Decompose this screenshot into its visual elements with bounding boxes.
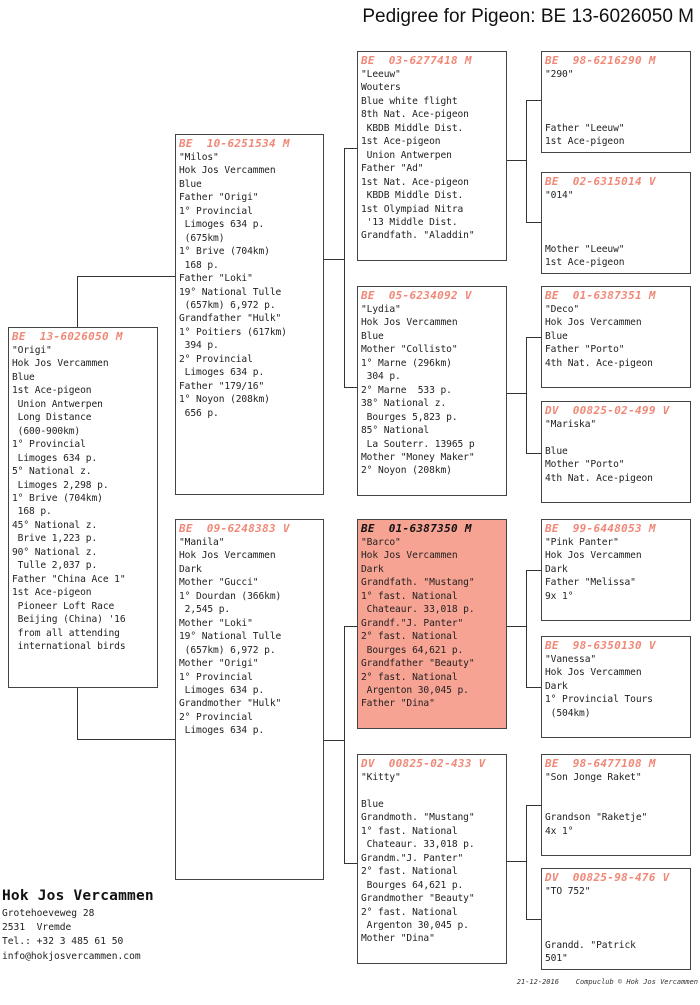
pigeon-details: "290" Father "Leeuw" 1st Ace-pigeon (545, 69, 625, 148)
connector-line (77, 739, 175, 740)
pigeon-details: "Barco" Hok Jos Vercammen Dark Grandfath. "Mustang" 1° fast. National Chateaur. 33,018 p. Grandf."J. Panter" 2° fast. National Bourges 64,621 p. Grandfather "Beauty" 2° fast. National Argenton 30,045 p. Father "Dina" (361, 537, 475, 710)
pigeon-box-fmm[interactable] (541, 401, 691, 503)
pigeon-box-father-father[interactable] (357, 51, 507, 261)
ring-number: BE 01-6387350 M (361, 522, 472, 535)
connector-line (526, 337, 541, 338)
pigeon-details: "Origi" Hok Jos Vercammen Blue 1st Ace-pigeon Union Antwerpen Long Distance (600-900km) 1° Provincial Limoges 634 p. 5° National z. Limoges 2,298 p. 1° Brive (704km) 168 p. 45° National z. Brive 1,223 p. 90° National z. Tulle 2,037 p. Father "China Ace 1" 1st Ace-pigeon Pioneer Loft Race Beijing (China) '16 from all attending international birds (12, 345, 126, 652)
pigeon-box-fmf[interactable] (541, 286, 691, 388)
connector-line (526, 919, 541, 920)
pigeon-details: "014" Mother "Leeuw" 1st Ace-pigeon (545, 190, 625, 269)
connector-line (344, 626, 357, 627)
breeder-contact: Grotehoeveweg 28 2531 Vremde Tel.: +32 3 485 61 50 info@hokjosvercammen.com (2, 908, 141, 962)
ring-number: BE 10-6251534 M (179, 137, 290, 150)
pigeon-details: "TO 752" Grandd. "Patrick 501" (545, 886, 636, 965)
connector-line (344, 387, 357, 388)
connector-line (344, 148, 357, 149)
ring-number: BE 13-6026050 M (12, 330, 123, 343)
pigeon-box-fff[interactable] (541, 51, 691, 153)
connector-line (526, 570, 527, 687)
ring-number: BE 02-6315014 V (545, 175, 656, 188)
connector-line (507, 160, 526, 161)
connector-line (77, 688, 78, 739)
connector-line (344, 148, 345, 387)
connector-line (526, 100, 541, 101)
pigeon-box-father[interactable] (175, 134, 324, 495)
pigeon-details: "Manila" Hok Jos Vercammen Dark Mother "Gucci" 1° Dourdan (366km) 2,545 p. Mother "Loki" 19° National Tulle (657km) 6,972 p. Mother "Origi" 1° Provincial Limoges 634 p. Grandmother "Hulk" 2° Provincial Limoges 634 p. (179, 537, 282, 737)
pigeon-details: "Milos" Hok Jos Vercammen Blue Father "Origi" 1° Provincial Limoges 634 p. (675km) 1° Brive (704km) 168 p. Father "Loki" 19° National Tulle (657km) 6,972 p. Grandfather "Hulk" 1° Poitiers (617km) 394 p. 2° Provincial Limoges 634 p. Father "179/16" 1° Noyon (208km) 656 p. (179, 152, 287, 419)
pigeon-details: "Leeuw" Wouters Blue white flight 8th Nat. Ace-pigeon KBDB Middle Dist. 1st Ace-pigeon Union Antwerpen Father "Ad" 1st Nat. Ace-pigeon KBDB Middle Dist. 1st Olympiad Nitra '13 Middle Dist. Grandfath. "Aladdin" (361, 69, 475, 242)
connector-line (526, 222, 541, 223)
connector-line (526, 805, 541, 806)
pigeon-box-mother-mother[interactable] (357, 754, 507, 964)
pigeon-details: "Pink Panter" Hok Jos Vercammen Dark Father "Melissa" 9x 1° (545, 537, 642, 602)
pigeon-details: "Lydia" Hok Jos Vercammen Blue Mother "Collisto" 1° Marne (296km) 304 p. 2° Marne 533 p. 38° National z. Bourges 5,823 p. 85° National La Souterr. 13965 p Mother "Money Maker" 2° Noyon (208km) (361, 304, 475, 477)
pigeon-details: "Mariska" Blue Mother "Porto" 4th Nat. Ace-pigeon (545, 419, 653, 484)
page-title: Pedigree for Pigeon: BE 13-6026050 M (362, 6, 694, 27)
connector-line (526, 570, 541, 571)
connector-line (526, 453, 541, 454)
connector-line (526, 805, 527, 919)
pigeon-details: "Kitty" Blue Grandmoth. "Mustang" 1° fast. National Chateaur. 33,018 p. Grandm."J. Panter" 2° fast. National Bourges 64,621 p. Grandmother "Beauty" 2° fast. National Argenton 30,045 p. Mother "Dina" (361, 772, 475, 945)
ring-number: DV 00825-02-499 V (545, 404, 670, 417)
ring-number: BE 98-6216290 M (545, 54, 656, 67)
connector-line (507, 626, 526, 627)
pigeon-box-subject[interactable] (8, 327, 158, 688)
ring-number: BE 05-6234092 V (361, 289, 472, 302)
connector-line (344, 626, 345, 863)
pigeon-box-mother[interactable] (175, 519, 324, 880)
pigeon-box-father-mother[interactable] (357, 286, 507, 496)
connector-line (77, 276, 175, 277)
ring-number: BE 09-6248383 V (179, 522, 290, 535)
ring-number: BE 98-6477108 M (545, 757, 656, 770)
connector-line (77, 276, 78, 327)
pigeon-box-mfm[interactable] (541, 636, 691, 738)
connector-line (526, 100, 527, 222)
ring-number: BE 01-6387351 M (545, 289, 656, 302)
pigeon-details: "Son Jonge Raket" Grandson "Raketje" 4x 1° (545, 772, 648, 837)
pigeon-box-mff[interactable] (541, 519, 691, 621)
ring-number: DV 00825-02-433 V (361, 757, 486, 770)
pigeon-box-mmm[interactable] (541, 868, 691, 970)
pigeon-box-mmf[interactable] (541, 754, 691, 856)
print-footer: 21-12-2016 Compuclub © Hok Jos Vercammen (516, 978, 698, 986)
ring-number: BE 98-6350130 V (545, 639, 656, 652)
connector-line (344, 863, 357, 864)
ring-number: BE 03-6277418 M (361, 54, 472, 67)
pigeon-details: "Deco" Hok Jos Vercammen Blue Father "Porto" 4th Nat. Ace-pigeon (545, 304, 653, 369)
connector-line (324, 259, 344, 260)
connector-line (526, 337, 527, 453)
breeder-name: Hok Jos Vercammen (2, 888, 154, 904)
connector-line (507, 393, 526, 394)
ring-number: DV 00825-98-476 V (545, 871, 670, 884)
ring-number: BE 99-6448053 M (545, 522, 656, 535)
pigeon-box-mother-father[interactable] (357, 519, 507, 729)
pigeon-details: "Vanessa" Hok Jos Vercammen Dark 1° Provincial Tours (504km) (545, 654, 653, 719)
pigeon-box-ffm[interactable] (541, 172, 691, 274)
connector-line (507, 861, 526, 862)
connector-line (324, 740, 344, 741)
connector-line (526, 687, 541, 688)
